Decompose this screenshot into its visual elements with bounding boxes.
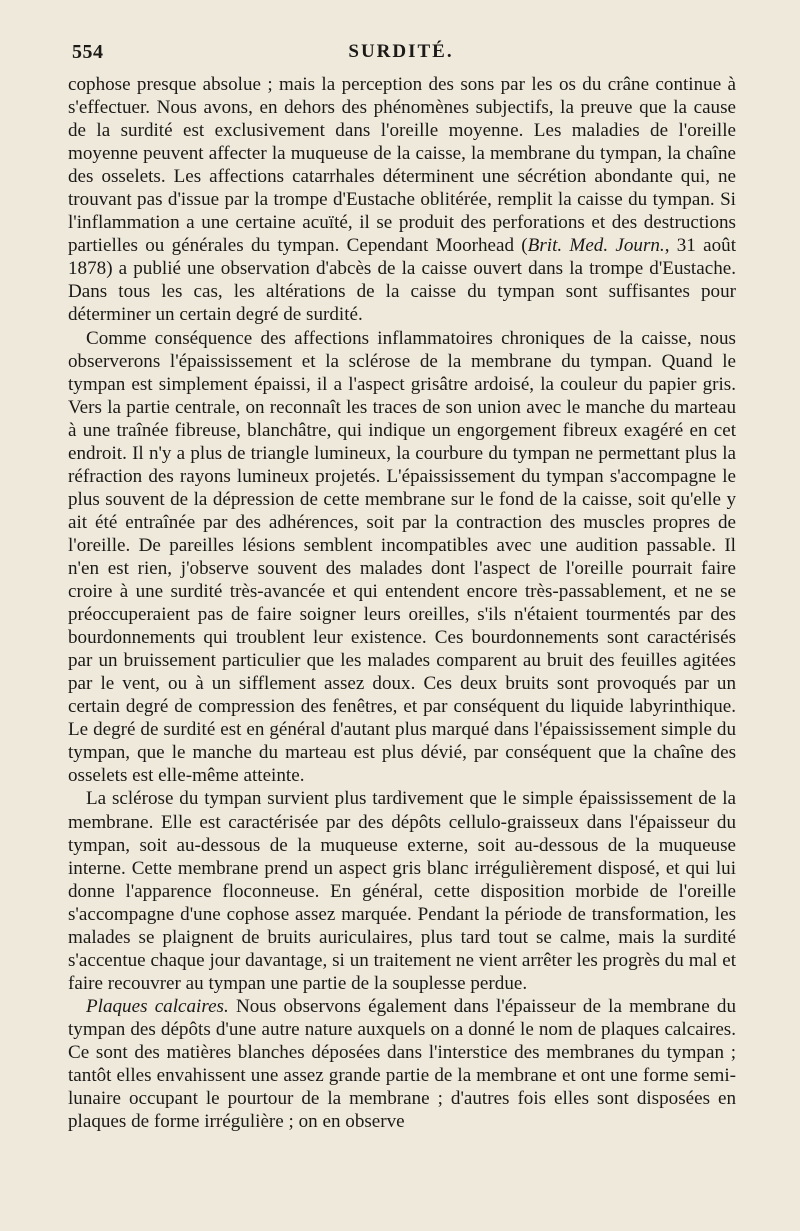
paragraph-1-text-b: , 31 août 1878) a publié une observation d'abcès de la caisse ouvert dans la trompe d'Eustache. Dans tous les cas, les altérations de la caisse du tympan sont suffisantes pour déterminer un certain degré de surdité. [68, 235, 736, 326]
paragraph-thickening: Comme conséquence des affections inflammatoires chroniques de la caisse, nous observerons l'épaississement et la sclérose de la membrane du tympan. Quand le tympan est simplement épaissi, il a l'aspect grisâtre ardoisé, la couleur du papier gris. Vers la partie centrale, on reconnaît les traces de son union avec le manche du marteau à une traînée fibreuse, blanchâtre, qui indique un engorgement fibreux exagéré en cet endroit. Il n'y a plus de triangle lumineux, la courbure du tympan ne permettant plus la réfraction des rayons lumineux projetés. L'épaississement du tympan s'accompagne le plus souvent de la dépression de cette membrane sur le fond de la caisse, soit qu'elle y ait été entraînée par des adhérences, soit par la contraction des muscles propres de l'oreille. De pareilles lésions semblent incompatibles avec une audition passable. Il n'en est rien, j'observe souvent des malades dont l'aspect de l'oreille pourrait faire croire à une surdité très-avancée et qui entendent encore très-passablement, et ne se préoccuperaient pas de faire soigner leurs oreilles, s'ils n'étaient tourmentés par des bourdonnements qui troublent leur existence. Ces bourdonnements sont caractérisés par un bruissement particulier que les malades comparent au bruit des feuilles agitées par le vent, ou à un sifflement assez doux. Ces deux bruits sont provoqués par un certain degré de compression des fenêtres, et par conséquent du liquide labyrinthique. Le degré de surdité est en général d'autant plus marqué dans l'épaississement simple du tympan, que le manche du marteau est plus dévié, par conséquent que la chaîne des osselets est elle-même atteinte. [68, 327, 736, 787]
paragraph-1-text-a: cophose presque absolue ; mais la perception des sons par les os du crâne continue à s'effectuer. Nous avons, en dehors des phénomènes subjectifs, la preuve que la cause de la surdité est exclusivement dans l'oreille moyenne. Les maladies de l'oreille moyenne peuvent affecter la muqueuse de la caisse, la membrane du tympan, la chaîne des osselets. Les affections catarrhales déterminent une sécrétion abondante qui, ne trouvant pas d'issue par la trompe d'Eustache oblitérée, remplit la caisse du tympan. Si l'inflammation a une certaine acuïté, il se produit des perforations et des destructions partielles ou générales du tympan. Cependant Moorhead ( [68, 74, 736, 257]
paragraph-continued [68, 73, 736, 327]
page-number: 554 [72, 41, 104, 63]
section-heading-italic: Plaques calcaires. [86, 995, 229, 1017]
page-title: SURDITÉ. [348, 41, 454, 62]
body-text [68, 73, 736, 1133]
running-header [72, 41, 730, 71]
paragraph-4-text: Nous observons également dans l'épaisseur de la membrane du tympan des dépôts d'une autre nature auxquels on a donné le nom de plaques calcaires. Ce sont des matières blanches déposées dans l'interstice des membranes du tympan ; tantôt elles envahissent une assez grande partie de la membrane et ont une forme semi-lunaire occupant le pourtour de la membrane ; d'autres fois elles sont disposées en plaques de forme irrégulière ; on en observe [68, 995, 736, 1133]
paragraph-calcareous-plaques [68, 995, 736, 1133]
citation-journal: Brit. Med. Journ. [527, 235, 665, 257]
paragraph-sclerosis: La sclérose du tympan survient plus tardivement que le simple épaississement de la membrane. Elle est caractérisée par des dépôts cellulo-graisseux dans l'épaisseur du tympan, soit au-dessous de la muqueuse externe, soit au-dessous de la muqueuse interne. Cette membrane prend un aspect gris blanc irrégulièrement disposé, et qui lui donne l'apparence floconneuse. En général, cette disposition morbide de l'oreille s'accompagne d'une cophose assez marquée. Pendant la période de transformation, les malades se plaignent de bruits auriculaires, plus tard tout se calme, mais la surdité s'accentue chaque jour davantage, si un traitement ne vient arrêter les progrès du mal et faire recouvrer au tympan une partie de la souplesse perdue. [68, 788, 736, 994]
